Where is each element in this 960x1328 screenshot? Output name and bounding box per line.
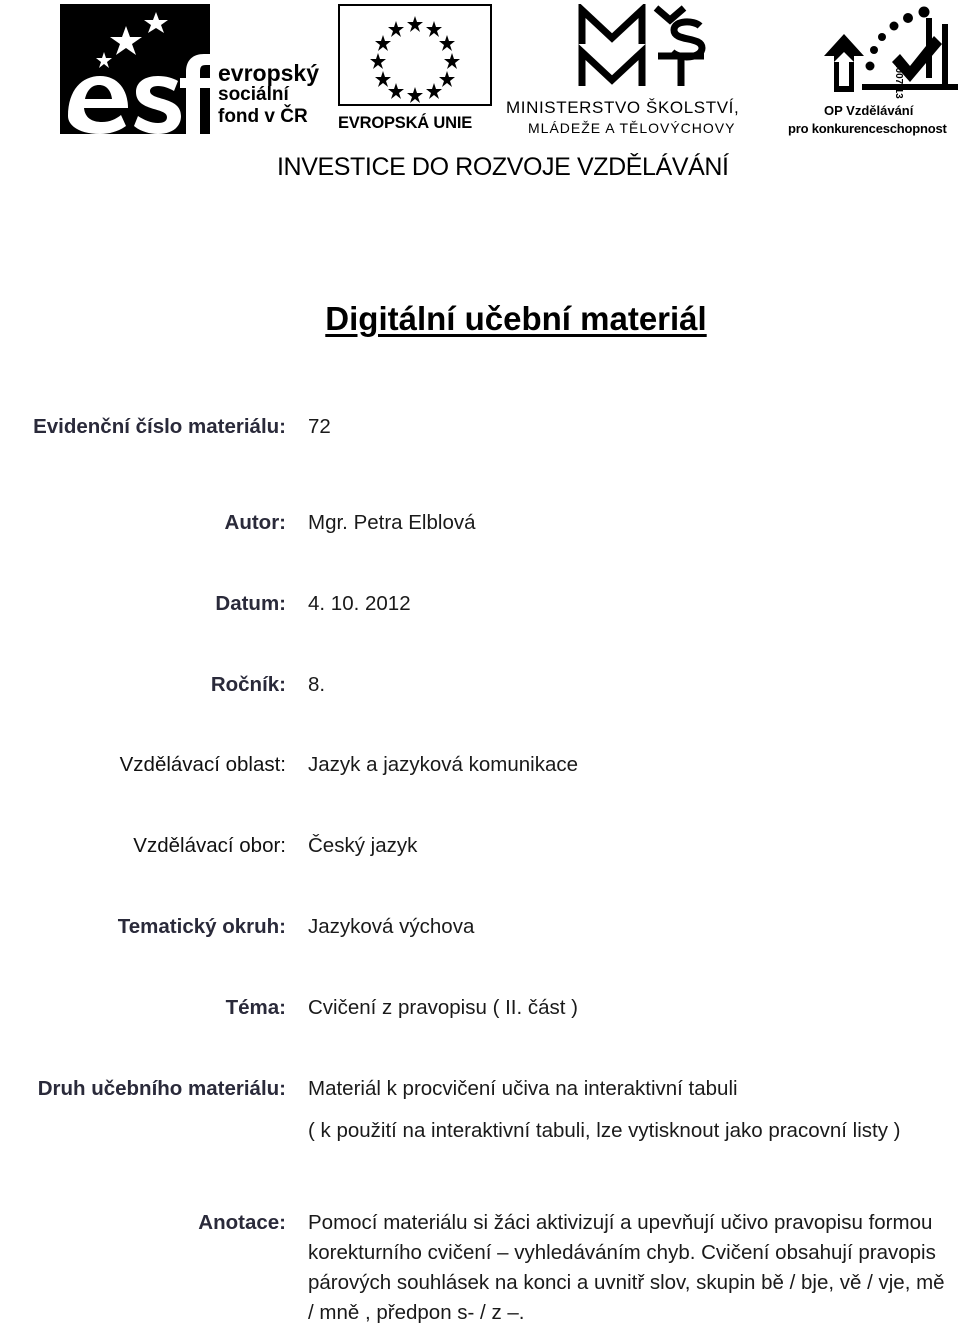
row-label: Téma: bbox=[225, 996, 286, 1019]
esf-text bbox=[218, 62, 319, 128]
op-line-1: OP Vzdělávání bbox=[824, 103, 914, 118]
msmt-logo bbox=[506, 4, 776, 134]
row-value: Český jazyk bbox=[308, 834, 418, 857]
logo-header bbox=[0, 0, 960, 185]
row-label: Autor: bbox=[224, 511, 286, 534]
row-value-sub: ( k použití na interaktivní tabuli, lze vytisknout jako pracovní listy ) bbox=[308, 1119, 901, 1142]
eu-stars-icon bbox=[340, 6, 490, 104]
eu-flag bbox=[338, 4, 492, 106]
document-title: Digitální učební materiál bbox=[325, 300, 707, 337]
esf-line-2: sociální bbox=[218, 84, 289, 105]
row-label: Druh učebního materiálu: bbox=[37, 1077, 286, 1100]
row-value-main: Materiál k procvičení učiva na interaktivní tabuli bbox=[308, 1077, 738, 1100]
row-value: Jazyková výchova bbox=[308, 915, 475, 938]
investice-slogan: INVESTICE DO ROZVOJE VZDĚLÁVÁNÍ bbox=[277, 153, 729, 181]
esf-mark-icon bbox=[60, 4, 210, 134]
row-value: 8. bbox=[308, 673, 326, 696]
op-years: 2007-13 bbox=[893, 62, 904, 99]
row-value: Cvičení z pravopisu ( II. část ) bbox=[308, 996, 579, 1019]
row-value: Pomocí materiálu si žáci aktivizují a upevňují učivo pravopisu formou korekturního cvičení – vyhledáváním chyb. Cvičení obsahují pravopis párových souhlásek na konci a uvnitř slov, skupin bě / bje, vě / vje, mě / mně , předpon s- / z –. bbox=[308, 1211, 945, 1324]
eu-logo bbox=[338, 4, 496, 134]
row-value: 4. 10. 2012 bbox=[308, 592, 411, 615]
msmt-mark-icon bbox=[576, 4, 711, 89]
esf-line-1: evropský bbox=[218, 60, 320, 86]
row-label: Tematický okruh: bbox=[117, 915, 286, 938]
esf-logo bbox=[60, 4, 330, 134]
row-label: Evidenční číslo materiálu: bbox=[33, 415, 286, 438]
esf-line-3: fond v ČR bbox=[218, 106, 308, 127]
row-label: Ročník: bbox=[210, 673, 286, 696]
eu-label: EVROPSKÁ UNIE bbox=[338, 114, 473, 132]
row-label: Vzdělávací oblast: bbox=[119, 753, 286, 776]
row-label: Vzdělávací obor: bbox=[133, 834, 286, 857]
op-logo bbox=[786, 4, 958, 134]
row-value bbox=[308, 1074, 948, 1146]
row-value: Jazyk a jazyková komunikace bbox=[308, 753, 579, 776]
row-value: 72 bbox=[308, 415, 331, 438]
op-mark-icon bbox=[822, 4, 958, 94]
row-label: Datum: bbox=[215, 592, 286, 615]
row-value: Mgr. Petra Elblová bbox=[308, 511, 476, 534]
op-line-2: pro konkurenceschopnost bbox=[788, 121, 947, 136]
msmt-line-1: MINISTERSTVO ŠKOLSTVÍ, bbox=[506, 98, 740, 117]
row-label: Anotace: bbox=[198, 1211, 286, 1234]
msmt-line-2: MLÁDEŽE A TĚLOVÝCHOVY bbox=[528, 120, 736, 136]
